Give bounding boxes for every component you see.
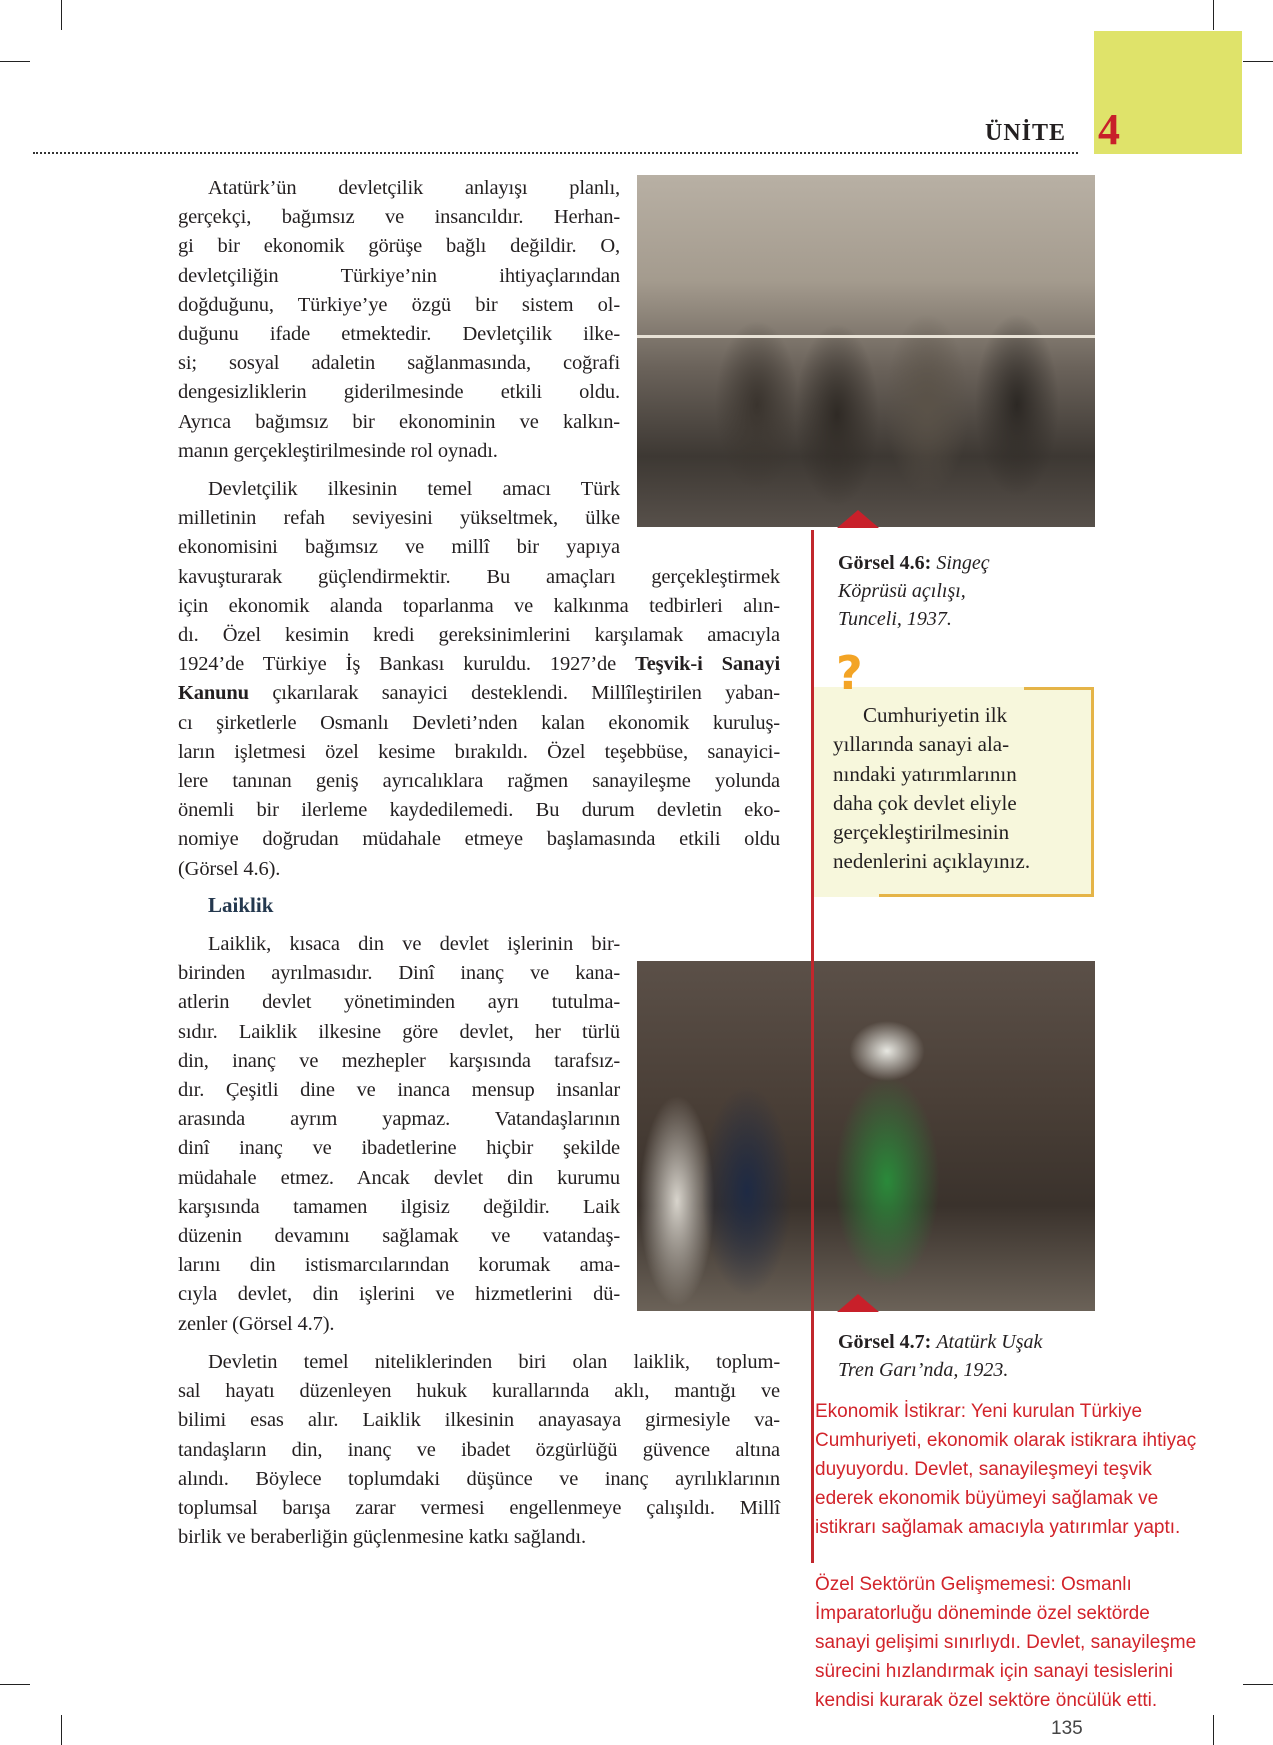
crop-mark: [1243, 1684, 1273, 1685]
crop-mark: [0, 61, 30, 62]
text-line: Devletin temel niteliklerinden biri olan laiklik, toplum-: [208, 1351, 780, 1373]
text-line: milletinin refah seviyesini yükseltmek, ülke: [178, 507, 620, 530]
question-box-border: [1024, 687, 1094, 690]
caption-gorsel-4-7: [838, 1328, 1042, 1384]
text-line: kavuşturarak güçlendirmektir. Bu amaçları gerçekleştirmek: [178, 565, 780, 588]
paragraph-devletcilik-2: [178, 475, 780, 884]
caption-pointer-icon: [837, 510, 879, 528]
text-line: gi bir ekonomik görüşe bağlı değildir. O,: [178, 235, 620, 258]
text-line: atlerin devlet yönetiminden ayrı tutulma-: [178, 991, 620, 1014]
text-line: doğduğunu, Türkiye’ye özgü bir sistem ol-: [178, 293, 620, 316]
caption-label: Görsel 4.6:: [838, 552, 932, 574]
crop-mark: [1213, 0, 1214, 30]
bold-term: Teşvik-i Sanayi: [635, 653, 780, 676]
crop-mark: [61, 0, 62, 30]
question-mark-icon: ?: [836, 646, 863, 700]
text-line: Cumhuriyetin ilk: [863, 703, 1008, 727]
caption-text: Tunceli, 1937.: [838, 608, 952, 630]
text-line: alındı. Böylece toplumdaki düşünce ve inanç ayrılıklarının: [178, 1467, 780, 1490]
text-line: ekonomisini bağımsız ve millî bir yapıya: [178, 536, 620, 559]
text-line: birinden ayrılmasıdır. Dinî inanç ve kana-: [178, 962, 620, 985]
text-line: din, inanç ve mezhepler karşısında tarafsız-: [178, 1049, 620, 1072]
text-line: Atatürk’ün devletçilik anlayışı planlı,: [208, 177, 620, 199]
text-line: İmparatorluğu döneminde özel sektörde: [815, 1603, 1150, 1624]
text-line: zenler (Görsel 4.7).: [178, 1312, 335, 1335]
question-text: [833, 701, 1030, 877]
text-line: Cumhuriyeti, ekonomik olarak istikrara ihtiyaç: [815, 1430, 1197, 1451]
text-line: si; sosyal adaletin sağlanmasında, coğrafi: [178, 352, 620, 375]
question-box-border: [1091, 687, 1094, 897]
text-line: sanayi gelişimi sınırlıydı. Devlet, sanayileşme: [815, 1632, 1197, 1653]
caption-gorsel-4-6: [838, 549, 990, 633]
annotation-private-sector: [815, 1570, 1196, 1715]
text-segment: 1924’de Türkiye İş Bankası kuruldu. 1927’de: [178, 653, 636, 676]
text-line: karşısında tamamen ilgisiz değildir. Laik: [178, 1195, 620, 1218]
bold-term: Kanunu: [178, 682, 249, 705]
caption-text: Singeç: [936, 552, 990, 574]
text-line: ederek ekonomik büyümeyi sağlamak ve: [815, 1488, 1159, 1509]
text-line: duğunu ifade etmektedir. Devletçilik ilke-: [178, 323, 620, 346]
text-line: (Görsel 4.6).: [178, 857, 281, 880]
text-line: önemli bir ilerleme kaydedilemedi. Bu durum devletin eko-: [178, 799, 780, 822]
photo-ataturk-usak-station: [637, 961, 1095, 1311]
crop-mark: [61, 1715, 62, 1745]
crop-mark: [1213, 1715, 1214, 1745]
text-line: devletçiliğin Türkiye’nin ihtiyaçlarından: [178, 264, 620, 287]
text-line: düzenin devamını sağlamak ve vatandaş-: [178, 1225, 620, 1248]
annotation-economic-stability: [815, 1397, 1196, 1542]
paragraph-laiklik-2: [178, 1348, 780, 1552]
text-line: duyuyordu. Devlet, sanayileşmeyi teşvik: [815, 1459, 1152, 1480]
text-line: Ayrıca bağımsız bir ekonominin ve kalkın-: [178, 410, 620, 433]
text-line: [178, 650, 780, 679]
page-number: 135: [1051, 1718, 1083, 1739]
section-heading-laiklik: Laiklik: [208, 893, 274, 917]
text-line: manın gerçekleştirilmesinde rol oynadı.: [178, 439, 498, 462]
caption-text: Atatürk Uşak: [936, 1331, 1043, 1353]
text-line: ların işletmesi özel kesime bırakıldı. Özel teşebbüse, sanayici-: [178, 740, 780, 763]
ribbon: [637, 335, 1095, 338]
text-line: cıyla devlet, din işlerini ve hizmetlerini dü-: [178, 1283, 620, 1306]
text-line: kendisi kurarak özel sektöre öncülük etti.: [815, 1690, 1158, 1711]
text-line: dı. Özel kesimin kredi gereksinimlerini karşılamak amacıyla: [178, 624, 780, 647]
margin-rule: [811, 530, 814, 1563]
text-line: sal hayatı düzenleyen hukuk kurallarında aklı, mantığı ve: [178, 1380, 780, 1403]
paragraph-devletcilik-1: [178, 174, 620, 466]
header-divider: [33, 152, 1078, 154]
caption-label: Görsel 4.7:: [838, 1331, 932, 1353]
text-line: gerçekçi, bağımsız ve insancıldır. Herhan-: [178, 206, 620, 229]
text-line: gerçekleştirilmesinin: [833, 820, 1010, 845]
text-line: toplumsal barışa zarar vermesi engellenmeye çalışıldı. Millî: [178, 1497, 780, 1520]
text-line: istikrarı sağlamak amacıyla yatırımlar yaptı.: [815, 1517, 1181, 1538]
caption-text: Tren Garı’nda, 1923.: [838, 1359, 1009, 1381]
text-line: nomiye doğrudan müdahale etmeye başlamasında etkili oldu: [178, 828, 780, 851]
text-line: Laiklik, kısaca din ve devlet işlerinin bir-: [208, 933, 620, 955]
text-line: sıdır. Laiklik ilkesine göre devlet, her türlü: [178, 1020, 620, 1043]
text-line: Özel Sektörün Gelişmemesi: Osmanlı: [815, 1574, 1132, 1595]
caption-text: Köprüsü açılışı,: [838, 580, 966, 602]
text-line: yıllarında sanayi ala-: [833, 732, 1010, 757]
text-line: dinî inanç ve ibadetlerine hiçbir şekilde: [178, 1137, 620, 1160]
crop-mark: [1243, 61, 1273, 62]
text-line: Ekonomik İstikrar: Yeni kurulan Türkiye: [815, 1401, 1143, 1422]
crop-mark: [0, 1684, 30, 1685]
text-line: larını din istismarcılarından korumak ama-: [178, 1254, 620, 1277]
text-line: tandaşların din, inanç ve ibadet özgürlüğü güvence altına: [178, 1438, 780, 1461]
text-line: müdahale etmez. Ancak devlet din kurumu: [178, 1166, 620, 1189]
unit-label: ÜNİTE: [985, 120, 1067, 146]
caption-pointer-icon: [837, 1294, 879, 1312]
text-line: nedenlerini açıklayınız.: [833, 849, 1031, 874]
text-segment: çıkarılarak sanayici desteklendi. Millîleştirilen yaban-: [248, 682, 780, 705]
text-line: daha çok devlet eliyle: [833, 790, 1017, 815]
text-line: dengesizliklerin giderilmesinde etkili oldu.: [178, 381, 620, 404]
text-line: lere tanınan geniş ayrıcalıklara rağmen sanayileşme yolunda: [178, 770, 780, 793]
question-box-border: [879, 894, 1094, 897]
text-line: sürecini hızlandırmak için sanayi tesislerini: [815, 1661, 1173, 1682]
text-line: arasında ayrım yapmaz. Vatandaşlarının: [178, 1108, 620, 1131]
text-line: birlik ve beraberliğin güçlenmesine katkı sağlandı.: [178, 1526, 586, 1549]
text-line: cı şirketlerle Osmanlı Devleti’nden kalan ekonomik kuruluş-: [178, 711, 780, 734]
text-line: nındaki yatırımlarının: [833, 761, 1017, 786]
text-line: dır. Çeşitli dine ve inanca mensup insanlar: [178, 1079, 620, 1102]
text-line: [178, 679, 780, 708]
unit-number: 4: [1098, 105, 1120, 154]
text-line: için ekonomik alanda toparlanma ve kalkınma tedbirleri alın-: [178, 594, 780, 617]
text-line: Devletçilik ilkesinin temel amacı Türk: [208, 478, 620, 500]
paragraph-laiklik-1: [178, 930, 620, 1339]
text-line: bilimi esas alır. Laiklik ilkesinin anayasaya girmesiyle va-: [178, 1409, 780, 1432]
